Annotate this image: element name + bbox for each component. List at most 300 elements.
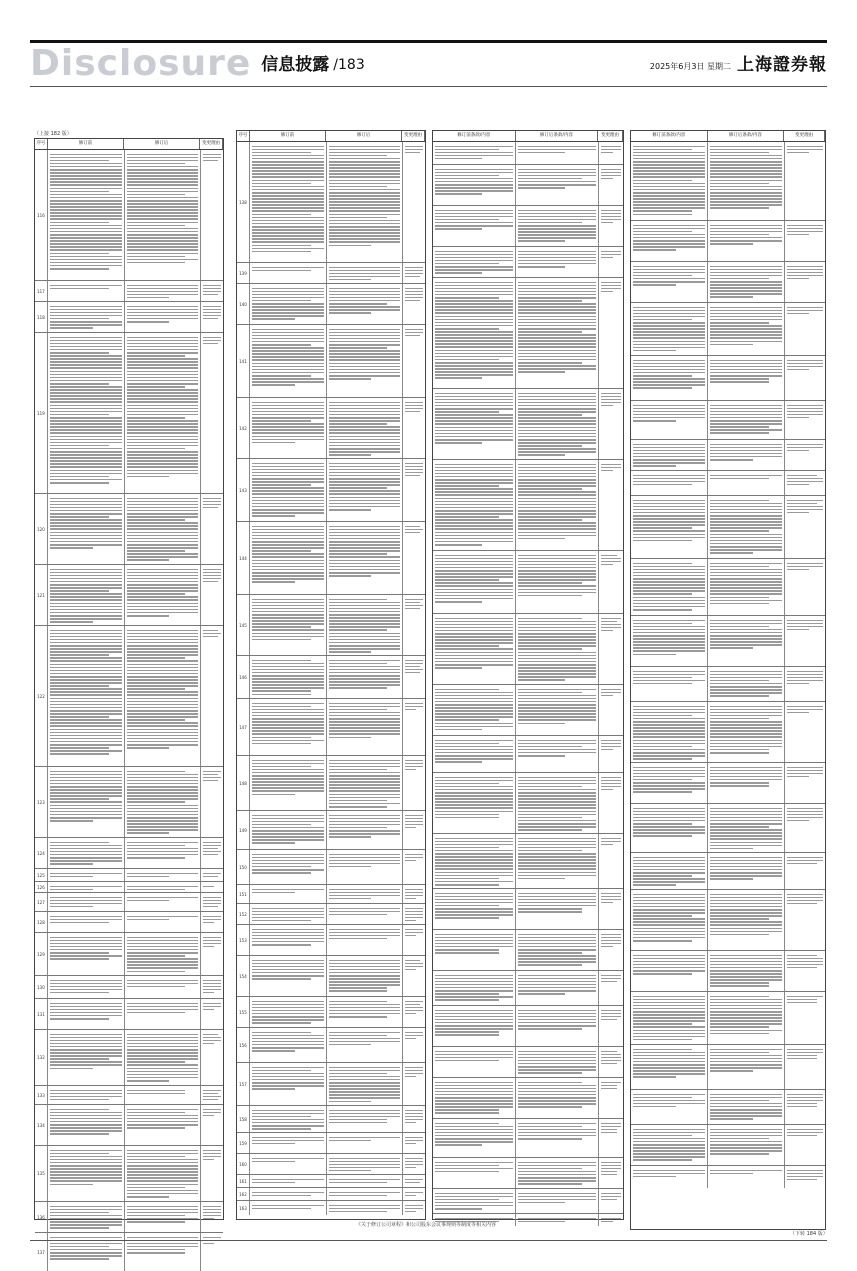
text-line xyxy=(435,645,499,647)
text-line xyxy=(329,830,401,832)
text-line xyxy=(787,1049,823,1051)
text-line xyxy=(252,1004,324,1006)
text-line xyxy=(518,783,596,785)
text-line xyxy=(127,732,199,734)
text-line xyxy=(252,497,324,499)
text-line xyxy=(127,343,199,345)
text-line xyxy=(633,581,705,583)
text-line xyxy=(127,1068,199,1070)
text-line xyxy=(710,420,782,422)
text-line xyxy=(329,1167,401,1169)
text-line xyxy=(329,727,401,729)
text-line xyxy=(252,353,324,355)
text-line xyxy=(787,1132,823,1134)
text-line xyxy=(252,241,324,243)
text-line xyxy=(710,447,782,449)
text-line xyxy=(518,823,596,825)
text-line xyxy=(252,703,324,705)
text-line xyxy=(710,773,782,775)
text-line xyxy=(252,614,324,616)
text-line xyxy=(435,558,513,560)
table-cell xyxy=(599,278,623,388)
cell-text xyxy=(631,1166,707,1181)
text-line xyxy=(710,715,782,717)
table-row xyxy=(35,767,223,838)
text-line xyxy=(710,970,782,972)
text-line xyxy=(435,516,499,518)
text-line xyxy=(405,1195,416,1197)
table-cell xyxy=(125,281,202,301)
cell-text xyxy=(125,1233,201,1257)
text-line xyxy=(518,1132,596,1134)
text-line xyxy=(435,755,513,757)
text-line xyxy=(252,366,324,368)
text-line xyxy=(710,1118,753,1120)
table-cell xyxy=(403,811,425,849)
text-line xyxy=(329,1192,401,1194)
text-line xyxy=(518,491,596,493)
text-line xyxy=(50,218,122,220)
text-line xyxy=(329,617,401,619)
text-line xyxy=(50,340,122,342)
text-line xyxy=(710,782,769,784)
text-line xyxy=(710,635,782,637)
text-line xyxy=(601,1162,621,1164)
text-line xyxy=(329,769,388,771)
text-line xyxy=(50,587,122,589)
text-line xyxy=(127,163,186,165)
text-line xyxy=(329,620,401,622)
table-cell xyxy=(433,389,516,459)
text-line xyxy=(50,805,122,807)
cell-text xyxy=(599,1119,623,1137)
text-line xyxy=(435,1205,513,1207)
text-line xyxy=(435,501,513,503)
table-cell xyxy=(250,699,327,755)
text-line xyxy=(127,172,199,174)
text-line xyxy=(50,377,122,379)
text-line xyxy=(787,712,809,714)
text-line xyxy=(50,337,122,339)
text-line xyxy=(633,1064,705,1066)
text-line xyxy=(710,1094,782,1096)
text-line xyxy=(518,1183,582,1185)
text-line xyxy=(203,1099,218,1101)
text-line xyxy=(518,630,596,632)
text-line xyxy=(203,294,218,296)
cell-text xyxy=(125,565,201,620)
table-row xyxy=(35,1146,223,1202)
text-line xyxy=(633,683,692,685)
cell-text xyxy=(201,767,223,785)
text-line xyxy=(435,1135,513,1137)
text-line xyxy=(518,642,596,644)
text-line xyxy=(710,310,782,312)
cell-text xyxy=(631,702,707,762)
text-line xyxy=(601,692,621,694)
text-line xyxy=(127,380,199,382)
row-number: 130 xyxy=(35,976,48,998)
text-line xyxy=(50,603,122,605)
text-line xyxy=(252,920,311,922)
text-line xyxy=(518,309,596,311)
text-line xyxy=(405,463,423,465)
table-cell xyxy=(516,773,599,833)
text-line xyxy=(601,899,621,901)
text-line xyxy=(50,1058,109,1060)
text-line xyxy=(518,300,582,302)
text-line xyxy=(518,396,596,398)
text-line xyxy=(50,1252,122,1254)
text-line xyxy=(710,189,782,191)
cell-text xyxy=(125,838,201,862)
text-line xyxy=(329,1013,401,1015)
text-line xyxy=(518,981,596,983)
text-line xyxy=(633,749,705,751)
text-line xyxy=(50,814,122,816)
text-line xyxy=(633,408,705,410)
text-line xyxy=(50,476,109,478)
text-line xyxy=(710,740,782,742)
text-line xyxy=(435,420,513,422)
text-line xyxy=(405,889,423,891)
table-cell xyxy=(631,616,708,666)
text-line xyxy=(50,719,122,721)
text-line xyxy=(50,1118,122,1120)
text-line xyxy=(329,1004,401,1006)
text-line xyxy=(435,519,513,521)
text-line xyxy=(405,475,420,477)
text-line xyxy=(601,399,621,401)
text-line xyxy=(787,506,823,508)
text-line xyxy=(50,569,122,571)
text-line xyxy=(50,321,122,323)
text-line xyxy=(127,1193,199,1195)
text-line xyxy=(518,504,596,506)
cell-text xyxy=(125,1202,201,1226)
text-line xyxy=(252,839,324,841)
text-line xyxy=(710,894,782,896)
text-line xyxy=(50,943,122,945)
text-line xyxy=(252,1076,324,1078)
text-line xyxy=(50,460,122,462)
row-number: 123 xyxy=(35,767,48,837)
text-line xyxy=(127,1159,199,1161)
text-line xyxy=(633,518,705,520)
table-cell xyxy=(327,595,404,655)
text-line xyxy=(518,420,596,422)
text-line xyxy=(787,272,823,274)
cell-text xyxy=(631,1090,707,1111)
text-line xyxy=(710,683,782,685)
text-line xyxy=(633,1023,692,1025)
text-line xyxy=(329,866,372,868)
text-line xyxy=(518,476,596,478)
table-row xyxy=(237,656,425,699)
text-line xyxy=(127,848,199,850)
text-line xyxy=(252,1122,324,1124)
table-cell xyxy=(201,1030,223,1085)
text-line xyxy=(50,820,93,822)
text-line xyxy=(518,811,596,813)
text-line xyxy=(203,992,214,994)
text-line xyxy=(252,189,324,191)
text-line xyxy=(50,392,122,394)
table-cell xyxy=(327,1063,404,1105)
cell-text xyxy=(785,356,825,374)
text-line xyxy=(518,216,596,218)
text-line xyxy=(329,857,401,859)
text-line xyxy=(633,1173,705,1175)
table-row xyxy=(237,398,425,459)
text-line xyxy=(405,1137,423,1139)
text-line xyxy=(710,563,782,565)
text-line xyxy=(633,955,705,957)
text-line xyxy=(203,1037,221,1039)
text-line xyxy=(518,513,596,515)
cell-text xyxy=(599,614,623,635)
text-line xyxy=(50,986,122,988)
text-line xyxy=(710,1017,782,1019)
text-line xyxy=(50,1249,122,1251)
text-line xyxy=(329,778,401,780)
text-line xyxy=(710,575,782,577)
text-line xyxy=(329,724,401,726)
section-word: Disclosure xyxy=(30,43,252,84)
text-line xyxy=(710,581,782,583)
text-line xyxy=(329,651,372,653)
table-cell xyxy=(327,142,404,262)
text-line xyxy=(518,875,596,877)
text-line xyxy=(435,564,513,566)
cell-text xyxy=(403,325,425,340)
text-line xyxy=(127,377,199,379)
text-line xyxy=(435,510,513,512)
table-cell xyxy=(433,614,516,684)
text-line xyxy=(405,332,423,334)
text-line xyxy=(252,541,324,543)
text-line xyxy=(601,1019,617,1021)
text-line xyxy=(50,1090,122,1092)
text-line xyxy=(329,972,401,974)
text-line xyxy=(518,538,565,540)
text-line xyxy=(329,426,401,428)
text-line xyxy=(518,1097,596,1099)
text-line xyxy=(405,1167,416,1169)
text-line xyxy=(50,346,122,348)
text-line xyxy=(252,201,324,203)
cell-text xyxy=(785,667,825,688)
text-line xyxy=(203,983,221,985)
text-line xyxy=(518,1072,582,1074)
table-cell xyxy=(327,1188,404,1200)
text-line xyxy=(435,396,513,398)
text-line xyxy=(601,627,621,629)
text-line xyxy=(127,940,199,942)
text-line xyxy=(435,190,513,192)
cell-text xyxy=(785,763,825,781)
text-line xyxy=(203,774,218,776)
text-line xyxy=(710,405,782,407)
text-line xyxy=(633,970,705,972)
text-line xyxy=(329,818,401,820)
text-line xyxy=(601,1193,621,1195)
text-line xyxy=(787,623,823,625)
text-line xyxy=(710,695,769,697)
text-line xyxy=(405,815,423,817)
text-line xyxy=(633,375,692,377)
table-cell xyxy=(327,1106,404,1132)
text-line xyxy=(50,792,122,794)
text-line xyxy=(252,1085,324,1087)
text-line xyxy=(435,752,513,754)
table-cell xyxy=(403,1028,425,1062)
text-line xyxy=(127,651,199,653)
text-line xyxy=(435,667,482,669)
text-line xyxy=(405,1004,420,1006)
text-line xyxy=(127,541,199,543)
text-line xyxy=(435,319,513,321)
table-cell xyxy=(250,1133,327,1153)
text-line xyxy=(633,638,705,640)
text-line xyxy=(329,201,401,203)
text-line xyxy=(203,1090,221,1092)
text-line xyxy=(518,1069,596,1071)
text-line xyxy=(787,1176,823,1178)
table-cell xyxy=(599,206,623,246)
text-line xyxy=(50,747,109,749)
cell-text xyxy=(403,1201,425,1215)
text-line xyxy=(518,225,596,227)
text-line xyxy=(405,526,420,528)
text-line xyxy=(329,306,401,308)
text-line xyxy=(127,1209,199,1211)
text-line xyxy=(435,541,513,543)
text-line xyxy=(50,457,122,459)
cell-text xyxy=(48,767,124,825)
text-line xyxy=(435,807,513,809)
text-line xyxy=(329,550,401,552)
text-line xyxy=(405,1032,423,1034)
text-line xyxy=(518,934,596,936)
text-line xyxy=(127,691,199,693)
table-row xyxy=(433,1006,623,1047)
text-line xyxy=(405,857,423,859)
text-line xyxy=(329,556,401,558)
text-line xyxy=(601,561,621,563)
cell-text xyxy=(516,1189,598,1207)
text-line xyxy=(127,228,199,230)
text-line xyxy=(435,573,513,575)
text-line xyxy=(518,263,596,265)
text-line xyxy=(787,1170,823,1172)
text-line xyxy=(127,657,186,659)
text-line xyxy=(633,743,705,745)
table-row xyxy=(433,165,623,206)
table-cell xyxy=(516,614,599,684)
text-line xyxy=(252,790,324,792)
table-cell xyxy=(785,616,825,666)
text-line xyxy=(50,349,122,351)
text-line xyxy=(50,234,122,236)
table-row xyxy=(631,262,825,303)
table-row xyxy=(237,263,425,284)
cell-text xyxy=(433,247,515,277)
text-line xyxy=(252,436,324,438)
row-number: 145 xyxy=(237,595,250,655)
row-number: 154 xyxy=(237,956,250,996)
text-line xyxy=(329,167,401,169)
text-line xyxy=(127,983,199,985)
cell-text xyxy=(48,999,124,1023)
table-cell xyxy=(125,1086,202,1104)
text-line xyxy=(329,663,388,665)
text-line xyxy=(329,484,401,486)
cell-text xyxy=(631,992,707,1044)
text-line xyxy=(435,723,513,725)
cell-text xyxy=(327,595,403,655)
cell-text xyxy=(631,804,707,840)
text-line xyxy=(252,232,324,234)
text-line xyxy=(127,1012,186,1014)
text-line xyxy=(203,337,221,339)
text-line xyxy=(518,723,565,725)
text-line xyxy=(710,378,769,380)
cell-text xyxy=(125,976,201,991)
text-line xyxy=(252,538,324,540)
text-line xyxy=(633,680,705,682)
table-row xyxy=(237,1188,425,1201)
table-cell xyxy=(403,997,425,1027)
text-line xyxy=(127,575,199,577)
table-cell xyxy=(403,459,425,521)
text-line xyxy=(435,598,513,600)
text-line xyxy=(405,1182,420,1184)
text-line xyxy=(203,777,221,779)
text-line xyxy=(435,467,513,469)
text-line xyxy=(127,1206,199,1208)
text-line xyxy=(329,170,401,172)
text-line xyxy=(329,854,401,856)
text-line xyxy=(329,152,401,154)
text-line xyxy=(50,426,122,428)
text-line xyxy=(50,528,122,530)
table-cell xyxy=(516,206,599,246)
text-line xyxy=(633,509,705,511)
text-line xyxy=(252,210,324,212)
text-line xyxy=(329,784,401,786)
text-line xyxy=(329,189,401,191)
text-line xyxy=(252,721,324,723)
cell-text xyxy=(516,685,598,728)
text-line xyxy=(710,1150,782,1152)
text-line xyxy=(203,1040,221,1042)
text-line xyxy=(435,658,513,660)
text-line xyxy=(252,636,324,638)
table-cell xyxy=(631,667,708,701)
table-cell xyxy=(250,1028,327,1062)
text-line xyxy=(710,1129,782,1131)
text-line xyxy=(50,386,122,388)
text-line xyxy=(518,817,582,819)
cell-text xyxy=(327,142,403,250)
text-line xyxy=(601,1082,621,1084)
row-number: 161 xyxy=(237,1175,250,1187)
text-line xyxy=(127,288,199,290)
text-line xyxy=(601,1013,621,1015)
table-cell xyxy=(785,471,825,495)
text-line xyxy=(405,929,423,931)
